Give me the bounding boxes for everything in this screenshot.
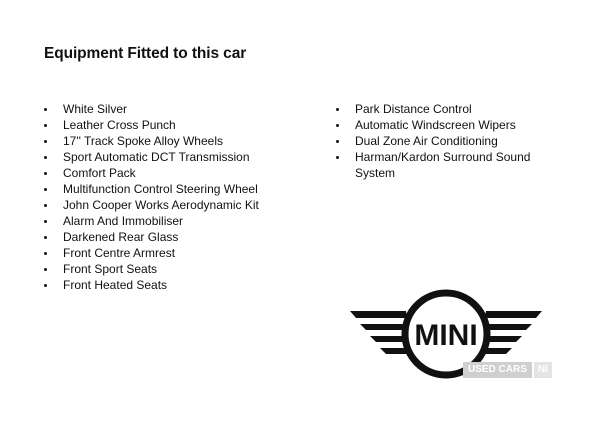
list-item: White Silver xyxy=(44,101,294,117)
list-item: Multifunction Control Steering Wheel xyxy=(44,181,294,197)
page-title: Equipment Fitted to this car xyxy=(44,45,247,62)
list-item: Front Sport Seats xyxy=(44,261,294,277)
list-item: Automatic Windscreen Wipers xyxy=(336,117,536,133)
logo-brand-text: MINI xyxy=(414,319,478,352)
list-item: Alarm And Immobiliser xyxy=(44,213,294,229)
list-item: Leather Cross Punch xyxy=(44,117,294,133)
list-item: Dual Zone Air Conditioning xyxy=(336,133,536,149)
list-item: 17'' Track Spoke Alloy Wheels xyxy=(44,133,294,149)
list-item: Park Distance Control xyxy=(336,101,536,117)
equipment-list-right xyxy=(336,101,536,181)
list-item: Front Centre Armrest xyxy=(44,245,294,261)
equipment-list-left xyxy=(44,101,294,293)
used-cars-badge xyxy=(463,362,552,378)
list-item: Comfort Pack xyxy=(44,165,294,181)
list-item: Harman/Kardon Surround Sound System xyxy=(336,149,536,181)
badge-main-label: USED CARS xyxy=(463,362,532,378)
list-item: Sport Automatic DCT Transmission xyxy=(44,149,294,165)
list-item: John Cooper Works Aerodynamic Kit xyxy=(44,197,294,213)
list-item: Front Heated Seats xyxy=(44,277,294,293)
list-item: Darkened Rear Glass xyxy=(44,229,294,245)
badge-sub-label: NI xyxy=(534,362,552,378)
